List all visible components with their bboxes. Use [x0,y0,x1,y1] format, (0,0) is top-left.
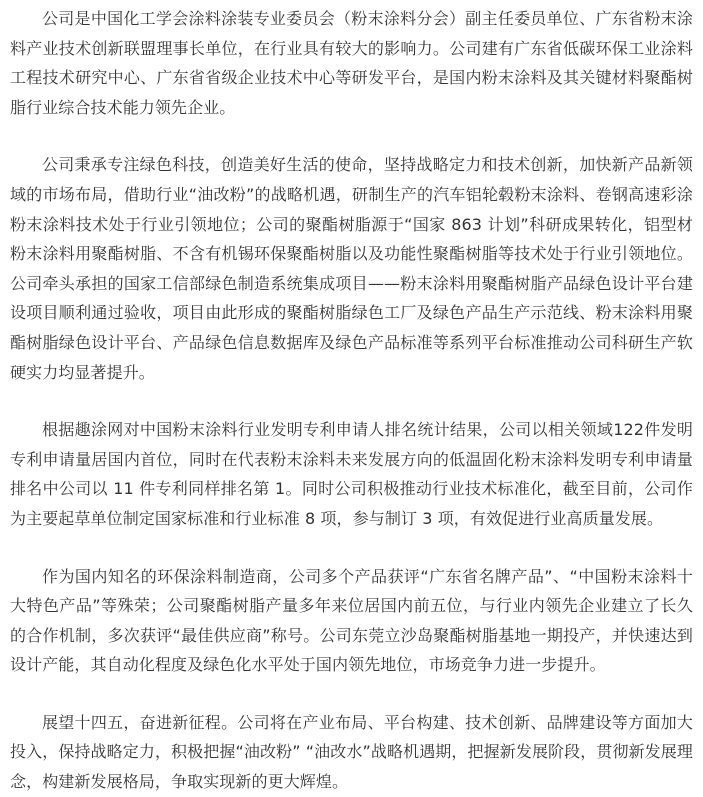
paragraph-patents: 根据趣涂网对中国粉末涂料行业发明专利申请人排名统计结果，公司以相关领域122件发明专利申请量居国内首位，同时在代表粉末涂料未来发展方向的低温固化粉末涂料发明专利申请量排名中公司以 11 件专利同样排名第 1。同时公司积极推动行业技术标准化，截至目前，公司作为主要起草单位制定国家标准和行业标准 8 项，参与制订 3 项，有效促进行业高质量发展。 [10,420,693,528]
paragraph-green-tech: 公司秉承专注绿色科技，创造美好生活的使命，坚持战略定力和技术创新，加快新产品新领域的市场布局，借助行业“油改粉”的战略机遇，研制生产的汽车铝轮毂粉末涂料、卷钢高速彩涂粉末涂料技术处于行业引领地位；公司的聚酯树脂源于“国家 863 计划”科研成果转化，铝型材粉末涂料用聚酯树脂、不含有机锡环保聚酯树脂以及功能性聚酯树脂等技术处于行业引领地位。公司牵头承担的国家工信部绿色制造系统集成项目——粉末涂料用聚酯树脂产品绿色设计平台建设项目顺利通过验收，项目由此形成的聚酯树脂绿色工厂及绿色产品生产示范线、粉末涂料用聚酯树脂绿色设计平台、产品绿色信息数据库及绿色产品标准等系列平台标准推动公司科研生产软硬实力均显著提升。 [10,155,693,382]
paragraph-intro: 公司是中国化工学会涂料涂装专业委员会（粉末涂料分会）副主任委员单位、广东省粉末涂料产业技术创新联盟理事长单位，在行业具有较大的影响力。公司建有广东省低碳环保工业涂料工程技术研究中心、广东省省级企业技术中心等研发平台，是国内粉末涂料及其关键材料聚酯树脂行业综合技术能力领先企业。 [10,9,693,117]
paragraph-outlook: 展望十四五，奋进新征程。公司将在产业布局、平台构建、技术创新、品牌建设等方面加大投入，保持战略定力，积极把握“油改粉” “油改水”战略机遇期，把握新发展阶段，贯彻新发展理念，构建新发展格局，争取实现新的更大辉煌。 [10,712,693,792]
paragraph-honors: 作为国内知名的环保涂料制造商，公司多个产品获评“广东省名牌产品”、“中国粉末涂料十大特色产品”等殊荣；公司聚酯树脂产量多年来位居国内前五位，与行业内领先企业建立了长久的合作机制，多次获评“最佳供应商”称号。公司东莞立沙岛聚酯树脂基地一期投产，并快速达到设计产能，其自动化程度及绿色化水平处于国内领先地位，市场竞争力进一步提升。 [10,566,693,675]
